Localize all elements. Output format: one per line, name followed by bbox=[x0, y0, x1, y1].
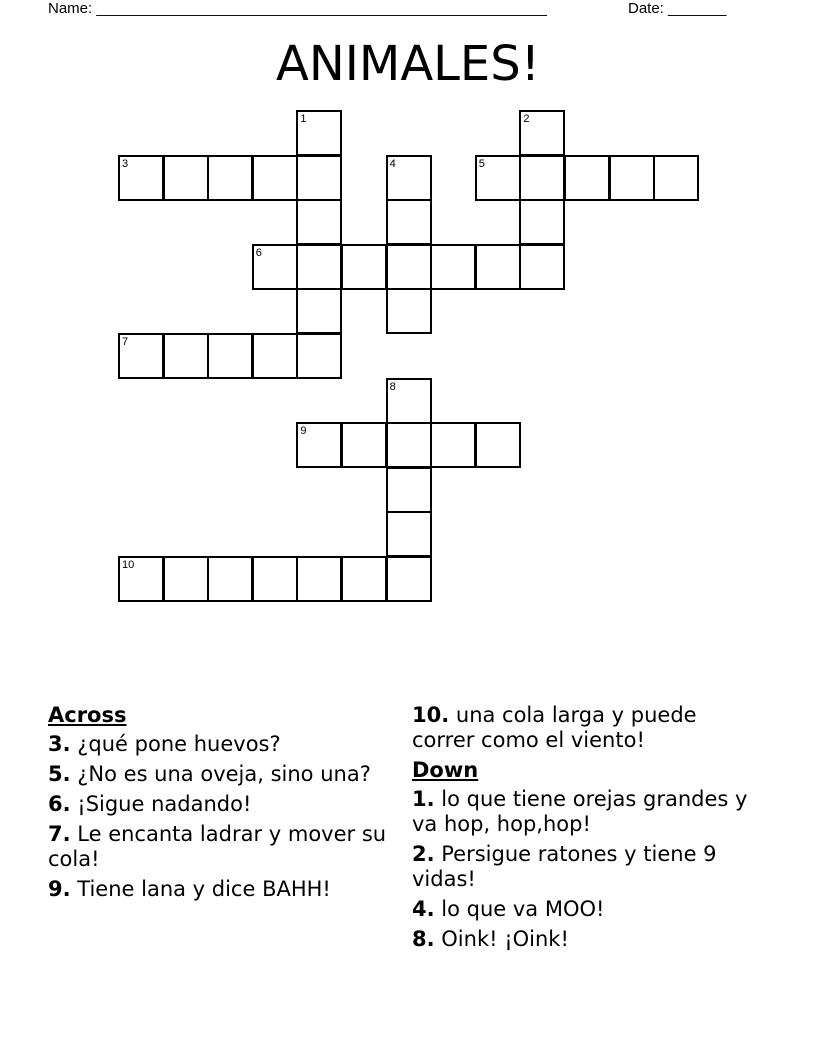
crossword-cell[interactable] bbox=[341, 556, 387, 602]
crossword-cell[interactable] bbox=[163, 333, 209, 379]
clue-text: lo que va MOO! bbox=[434, 897, 605, 921]
clue-down-4 bbox=[412, 897, 762, 922]
cell-number: 3 bbox=[122, 157, 129, 170]
clue-text: ¡Sigue nadando! bbox=[70, 792, 252, 816]
crossword-cell[interactable] bbox=[341, 244, 387, 290]
date-field-label: Date: _______ bbox=[628, 0, 727, 17]
crossword-cell[interactable] bbox=[519, 155, 565, 201]
crossword-cell[interactable] bbox=[252, 556, 298, 602]
crossword-cell[interactable] bbox=[386, 288, 432, 334]
down-heading: Down bbox=[412, 758, 479, 782]
crossword-cell[interactable] bbox=[163, 155, 209, 201]
cell-number: 9 bbox=[300, 425, 307, 438]
clue-across-7 bbox=[48, 822, 388, 872]
clue-across-9 bbox=[48, 877, 388, 902]
crossword-cell[interactable] bbox=[252, 244, 298, 290]
crossword-cell[interactable] bbox=[207, 155, 253, 201]
clue-number: 4. bbox=[412, 897, 435, 921]
crossword-cell[interactable] bbox=[386, 511, 432, 557]
crossword-cell[interactable] bbox=[341, 422, 387, 468]
clue-number: 2. bbox=[412, 842, 435, 866]
cell-number: 2 bbox=[523, 113, 530, 125]
clue-number: 5. bbox=[48, 762, 71, 786]
crossword-cell[interactable] bbox=[296, 288, 342, 334]
crossword-cell[interactable] bbox=[653, 155, 699, 201]
crossword-cell[interactable] bbox=[296, 333, 342, 379]
clue-number: 6. bbox=[48, 792, 71, 816]
clue-across-10 bbox=[412, 703, 762, 753]
crossword-cell[interactable] bbox=[118, 155, 164, 201]
crossword-cell[interactable] bbox=[475, 244, 521, 290]
crossword-cell[interactable] bbox=[252, 333, 298, 379]
crossword-cell[interactable] bbox=[296, 110, 342, 156]
crossword-cell[interactable] bbox=[296, 556, 342, 602]
crossword-cell[interactable] bbox=[386, 155, 432, 201]
clue-number: 3. bbox=[48, 732, 71, 756]
cell-number: 8 bbox=[389, 380, 396, 393]
crossword-cell[interactable] bbox=[519, 110, 565, 156]
crossword-cell[interactable] bbox=[609, 155, 655, 201]
crossword-cell[interactable] bbox=[207, 556, 253, 602]
crossword-cell[interactable] bbox=[430, 244, 476, 290]
cell-number: 7 bbox=[122, 336, 129, 348]
crossword-cell[interactable] bbox=[386, 467, 432, 513]
clue-text: Persigue ratones y tiene 9 vidas! bbox=[412, 842, 717, 891]
clue-across-6 bbox=[48, 792, 388, 817]
crossword-cell[interactable] bbox=[519, 244, 565, 290]
crossword-cell[interactable] bbox=[386, 422, 432, 468]
crossword-cell[interactable] bbox=[296, 422, 342, 468]
clue-text: una cola larga y puede correr como el viento! bbox=[412, 703, 697, 752]
clues-right-column bbox=[412, 703, 762, 957]
crossword-cell[interactable] bbox=[564, 155, 610, 201]
clue-text: ¿No es una oveja, sino una? bbox=[70, 762, 371, 786]
crossword-cell[interactable] bbox=[386, 556, 432, 602]
clue-number: 1. bbox=[412, 787, 435, 811]
crossword-cell[interactable] bbox=[207, 333, 253, 379]
clue-number: 8. bbox=[412, 927, 435, 951]
crossword-cell[interactable] bbox=[386, 244, 432, 290]
crossword-cell[interactable] bbox=[430, 422, 476, 468]
crossword-cell[interactable] bbox=[296, 155, 342, 201]
clue-number: 9. bbox=[48, 877, 71, 901]
page-title: ANIMALES! bbox=[276, 36, 540, 92]
cell-number: 6 bbox=[255, 246, 262, 259]
cell-number: 5 bbox=[478, 157, 485, 170]
crossword-cell[interactable] bbox=[386, 378, 432, 424]
clue-across-5 bbox=[48, 762, 388, 787]
crossword-cell[interactable] bbox=[386, 199, 432, 245]
clue-text: Tiene lana y dice BAHH! bbox=[70, 877, 331, 901]
clue-text: ¿qué pone huevos? bbox=[70, 732, 281, 756]
crossword-cell[interactable] bbox=[475, 155, 521, 201]
across-clues bbox=[48, 703, 388, 907]
cell-number: 1 bbox=[300, 113, 307, 125]
cell-number: 4 bbox=[389, 157, 396, 170]
across-heading: Across bbox=[48, 703, 127, 727]
crossword-cell[interactable] bbox=[296, 199, 342, 245]
crossword-cell[interactable] bbox=[118, 333, 164, 379]
clue-down-1 bbox=[412, 787, 762, 837]
crossword-cell[interactable] bbox=[118, 556, 164, 602]
clue-across-3 bbox=[48, 732, 388, 757]
clue-text: Le encanta ladrar y mover su cola! bbox=[48, 822, 387, 871]
clue-text: Oink! ¡Oink! bbox=[434, 927, 569, 951]
crossword-cell[interactable] bbox=[163, 556, 209, 602]
cell-number: 10 bbox=[122, 559, 135, 571]
clue-down-2 bbox=[412, 842, 762, 892]
crossword-cell[interactable] bbox=[475, 422, 521, 468]
clue-down-8 bbox=[412, 927, 762, 952]
crossword-cell[interactable] bbox=[296, 244, 342, 290]
clue-number: 10. bbox=[412, 703, 450, 727]
clue-text: lo que tiene orejas grandes y va hop, hop,hop! bbox=[412, 787, 748, 836]
crossword-cell[interactable] bbox=[252, 155, 298, 201]
name-field-label: Name: ______________________________________________________ bbox=[48, 0, 547, 17]
crossword-cell[interactable] bbox=[519, 199, 565, 245]
clue-number: 7. bbox=[48, 822, 71, 846]
